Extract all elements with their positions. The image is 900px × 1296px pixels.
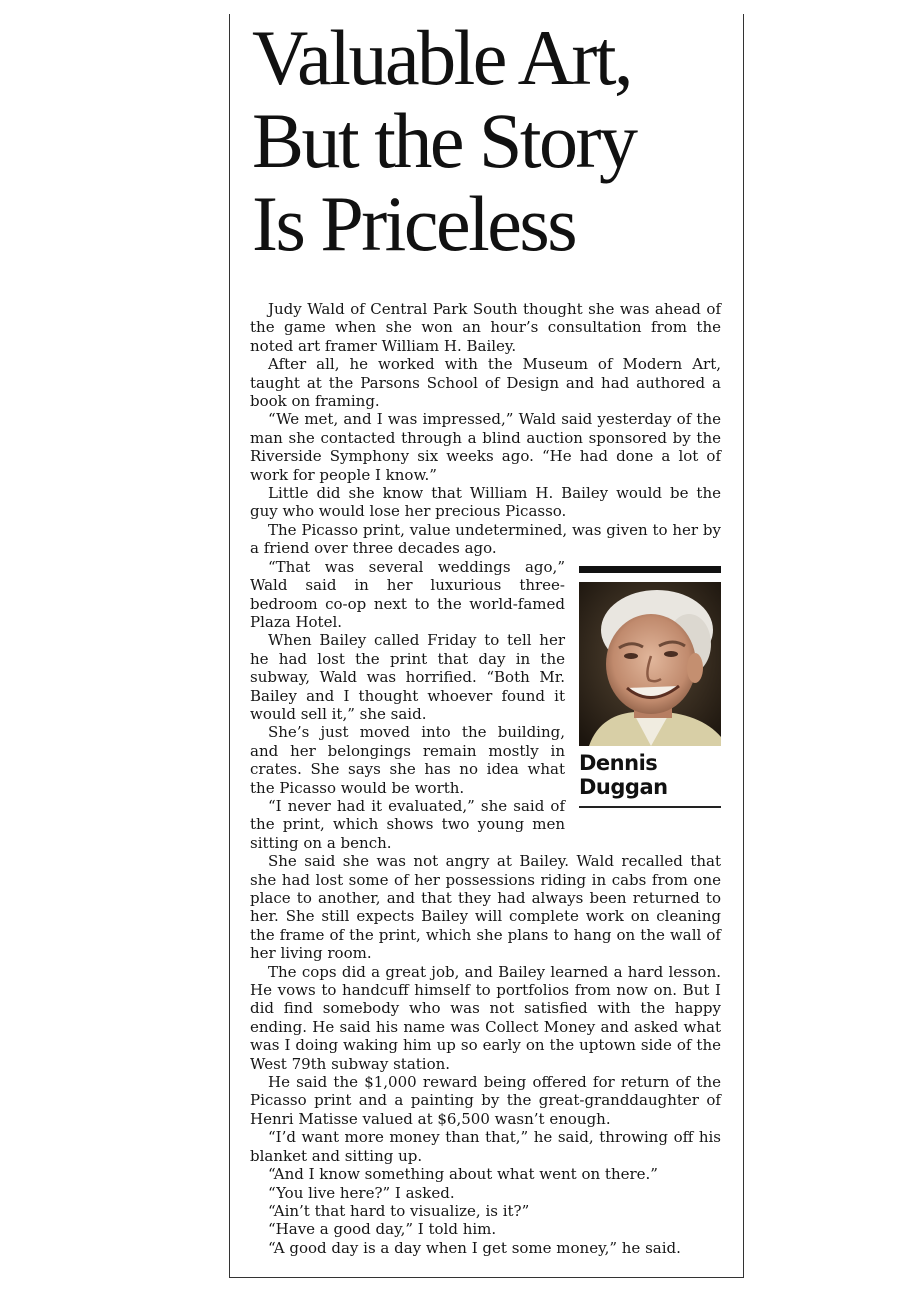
paragraph: The cops did a great job, and Bailey learned a hard lesson. He vows to handcuff himself to portfolios from now on. But I did find somebody who was not satisfied with the happy ending. He said his name was Collect Money and asked what was I doing waking him up so early on the uptown side of the West 79th subway station.	[250, 962, 721, 1073]
columnist-first-name: Dennis	[579, 750, 658, 775]
columnist-photo	[579, 582, 721, 746]
paragraph: After all, he worked with the Museum of Modern Art, taught at the Parsons School of Design and had authored a book on framing.	[250, 355, 721, 411]
headline	[252, 16, 742, 265]
paragraph: Judy Wald of Central Park South thought she was ahead of the game when she won an hour’s consultation from the noted art framer William H. Bailey.	[250, 300, 721, 355]
paragraph: “Have a good day,” I told him.	[268, 1220, 497, 1239]
paragraph: She said she was not angry at Bailey. Wald recalled that she had lost some of her possessions riding in cabs from one place to another, and that they had always been returned to her. She still expects Bailey will complete work on cleaning the frame of the print, which she plans to hang on the wall of her living room.	[250, 852, 721, 963]
article-body	[250, 300, 721, 1257]
paragraph: She’s just moved into the building, and her belongings remain mostly in crates. She says she has no idea what the Picasso would be worth.	[250, 723, 565, 797]
paragraph: When Bailey called Friday to tell her he had lost the print that day in the subway, Wald was horrified. “Both Mr. Bailey and I thought whoever found it would sell it,” she said.	[250, 631, 565, 723]
paragraph: He said the $1,000 reward being offered for return of the Picasso print and a painting by the great-granddaughter of Henri Matisse valued at $6,500 wasn’t enough.	[250, 1073, 721, 1128]
headline-line: Is Priceless	[252, 180, 576, 267]
headline-line: But the Story	[252, 97, 636, 184]
headline-line: Valuable Art,	[252, 14, 632, 101]
paragraph: “Ain’t that hard to visualize, is it?”	[268, 1201, 530, 1220]
paragraph: “A good day is a day when I get some money,” he said.	[268, 1238, 681, 1257]
paragraph: The Picasso print, value undetermined, was given to her by a friend over three decades ago.	[250, 520, 721, 558]
columnist-last-name: Duggan	[579, 774, 668, 799]
paragraph: “I never had it evaluated,” she said of the print, which shows two young men sitting on a bench.	[250, 796, 565, 852]
columnist-portrait-image	[579, 582, 721, 746]
paragraph: Little did she know that William H. Bailey would be the guy who would lose her precious Picasso.	[250, 484, 721, 521]
columnist-name	[579, 751, 668, 799]
paragraph: “We met, and I was impressed,” Wald said yesterday of the man she contacted through a blind auction sponsored by the Riverside Symphony six weeks ago. “He had done a lot of work for people I know.”	[250, 410, 721, 484]
paragraph: “That was several weddings ago,” Wald said in her luxurious three-bedroom co-op next to the world-famed Plaza Hotel.	[250, 557, 565, 631]
columnist-box	[579, 566, 721, 828]
columnist-rule-bottom	[579, 806, 721, 808]
paragraph: “You live here?” I asked.	[268, 1183, 455, 1202]
paragraph: “I’d want more money than that,” he said, throwing off his blanket and sitting up.	[250, 1128, 721, 1165]
paragraph: “And I know something about what went on there.”	[268, 1165, 658, 1184]
columnist-rule-top	[579, 566, 721, 573]
